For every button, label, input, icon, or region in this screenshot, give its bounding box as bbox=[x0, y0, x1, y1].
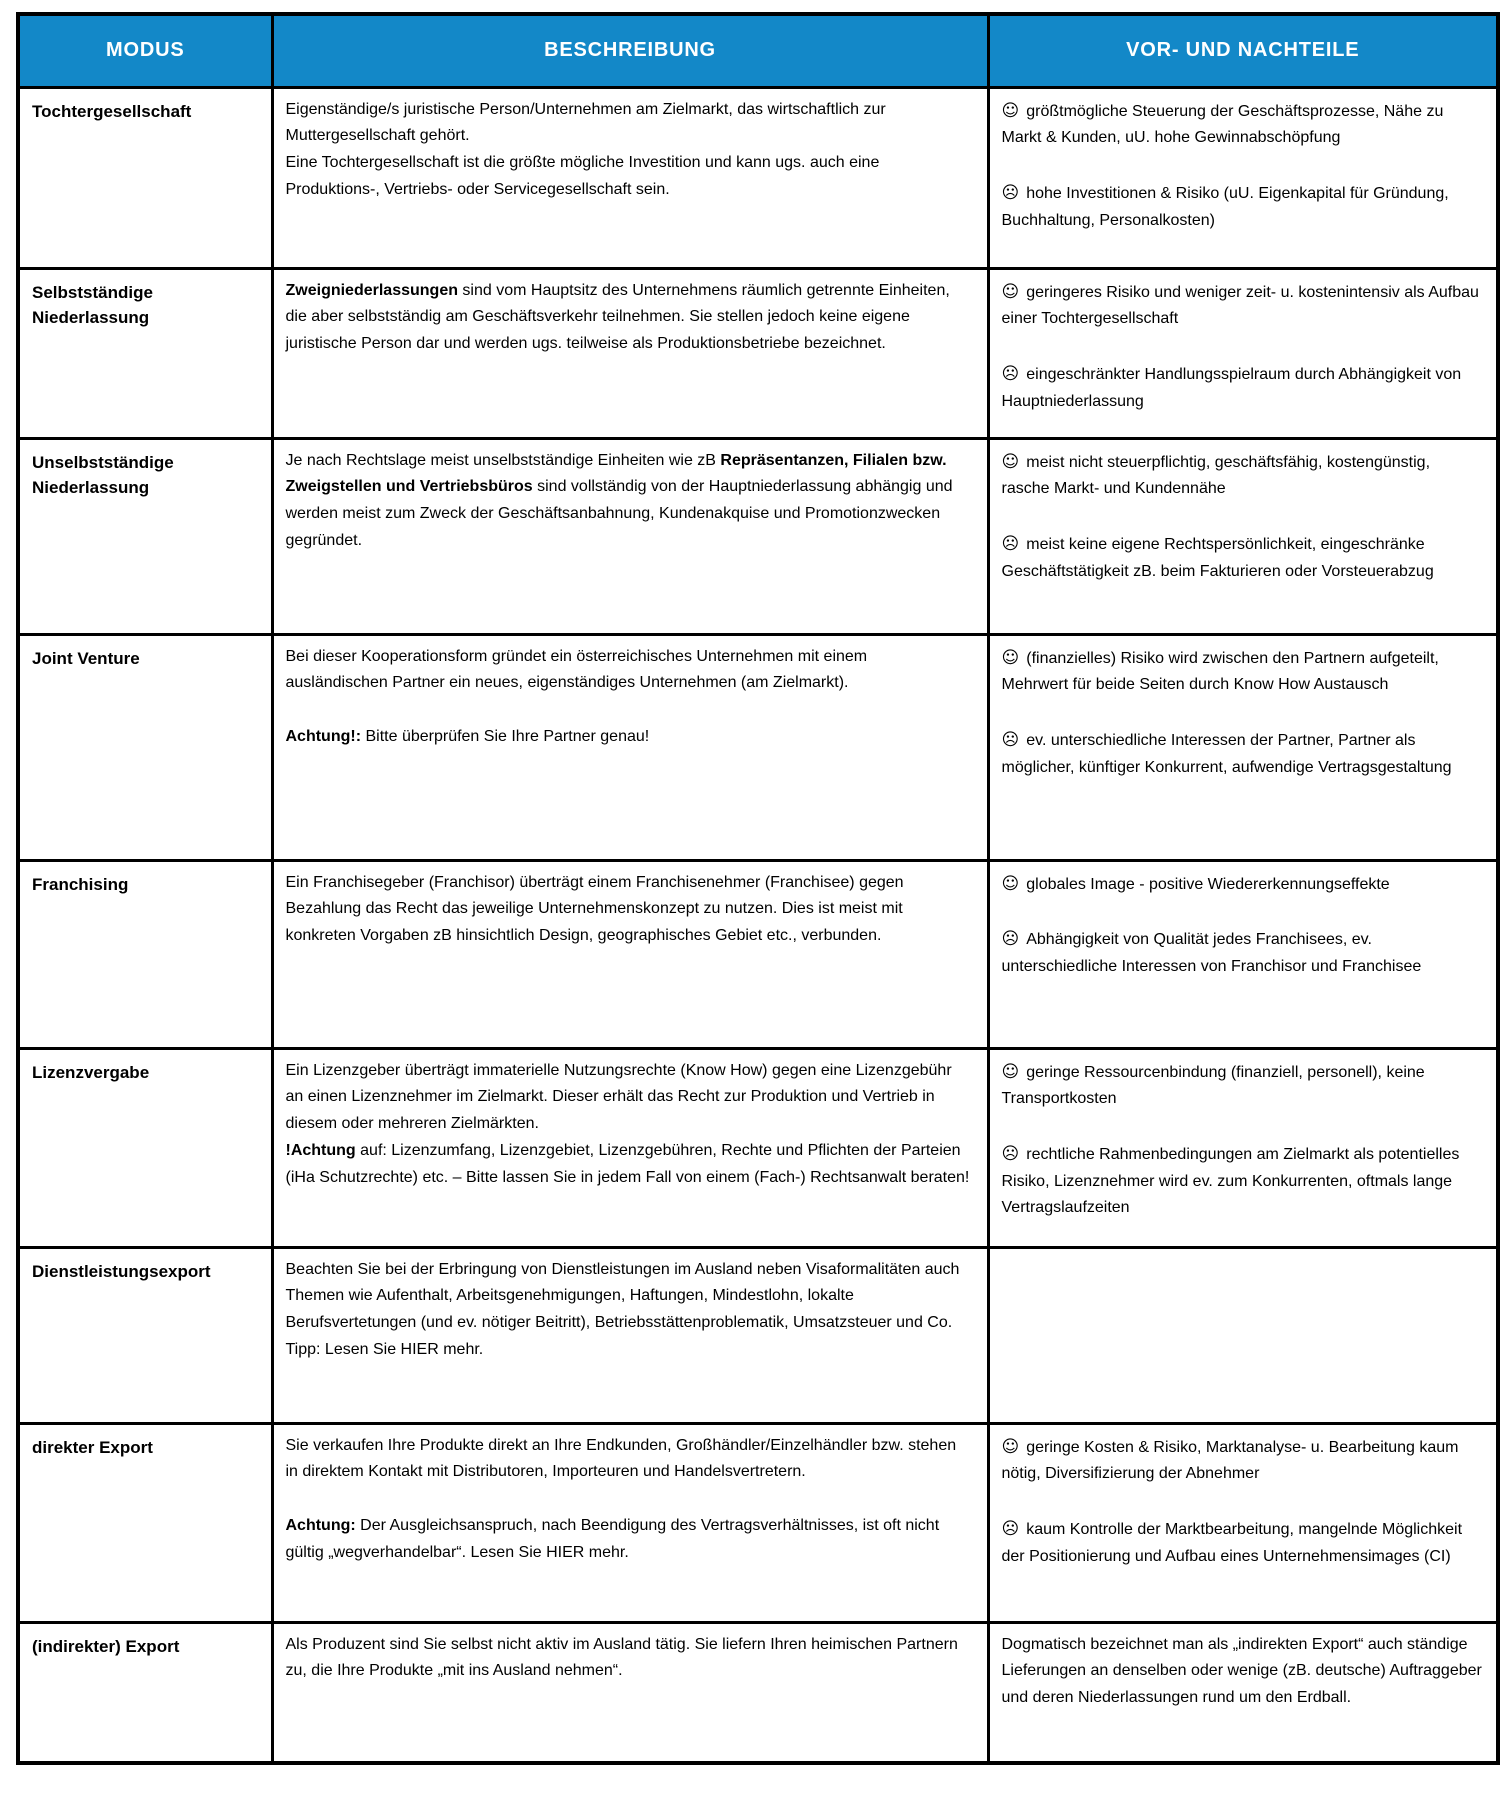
note-text: Dogmatisch bezeichnet man als „indirekten Export“ auch ständige Lieferungen an denselben oder wenige (zB. deutsche) Auftraggeber und deren Niederlassungen rund um den Erdball. bbox=[1001, 1635, 1482, 1707]
description-text: Eigenständige/s juristische Person/Unternehmen am Zielmarkt, das wirtschaftlich zur Muttergesellschaft gehört. bbox=[285, 100, 886, 145]
warning-text: Achtung!: Bitte überprüfen Sie Ihre Partner genau! bbox=[285, 727, 650, 745]
pros-cons-cell bbox=[988, 860, 1498, 1048]
description-text: Je nach Rechtslage meist unselbstständige Einheiten wie zB Repräsentanzen, Filialen bzw. Zweigstellen und Vertriebsbüros sind vollständig von der Hauptniederlassung abhängig und werden meist zum Zweck der Geschäftsanbahnung, Kundenakquise und Promotionzwecken gegründet. bbox=[285, 451, 953, 550]
description-text: Bei dieser Kooperationsform gründet ein österreichisches Unternehmen mit einem ausländischen Partner ein neues, eigenständiges Unternehmen (am Zielmarkt). bbox=[285, 647, 868, 692]
header-row bbox=[18, 14, 1498, 87]
table-row bbox=[18, 268, 1498, 438]
smiley-happy-icon: ☺ bbox=[1001, 1061, 1020, 1082]
disadvantage-text: ☹ Abhängigkeit von Qualität jedes Franchisees, ev. unterschiedliche Interessen von Franchisor und Franchisee bbox=[1002, 925, 1483, 981]
description-cell bbox=[272, 1247, 988, 1423]
disadvantage-text: ☹ meist keine eigene Rechtspersönlichkeit, eingeschränke Geschäftstätigkeit zB. beim Fakturieren oder Vorsteuerabzug bbox=[1002, 530, 1483, 586]
pros-cons-cell bbox=[988, 268, 1498, 438]
disadvantage-text: ☹ ev. unterschiedliche Interessen der Partner, Partner als möglicher, künftiger Konkurrent, aufwendige Vertragsgestaltung bbox=[1002, 726, 1483, 782]
description-text: Eine Tochtergesellschaft ist die größte mögliche Investition und kann ugs. auch eine Produktions-, Vertriebs- oder Servicegesellschaft sein. bbox=[285, 154, 880, 199]
pros-cons-cell bbox=[988, 634, 1498, 860]
modus-cell: Franchising bbox=[18, 860, 272, 1048]
smiley-sad-icon: ☹ bbox=[1001, 182, 1020, 203]
pros-cons-cell bbox=[988, 1247, 1498, 1423]
disadvantage-text: ☹ hohe Investitionen & Risiko (uU. Eigenkapital für Gründung, Buchhaltung, Personalkosten) bbox=[1002, 179, 1483, 235]
header-modus: MODUS bbox=[18, 14, 272, 87]
smiley-sad-icon: ☹ bbox=[1001, 363, 1020, 384]
description-text: Als Produzent sind Sie selbst nicht aktiv im Ausland tätig. Sie liefern Ihren heimischen Partnern zu, die Ihre Produkte „mit ins Ausland nehmen“. bbox=[285, 1635, 958, 1680]
pros-cons-cell bbox=[988, 1622, 1498, 1763]
market-entry-modes-table bbox=[16, 12, 1500, 1765]
pros-cons-cell bbox=[988, 1048, 1498, 1247]
header-vor-und-nachteile: VOR- UND NACHTEILE bbox=[988, 14, 1498, 87]
modus-cell: Selbstständige Niederlassung bbox=[18, 268, 272, 438]
warning-text: Achtung: Der Ausgleichsanspruch, nach Beendigung des Vertragsverhältnisses, ist oft nicht gültig „wegverhandelbar“. Lesen Sie HIER mehr. bbox=[285, 1516, 940, 1561]
advantage-text: ☺ größtmögliche Steuerung der Geschäftsprozesse, Nähe zu Markt & Kunden, uU. hohe Gewinnabschöpfung bbox=[1002, 97, 1483, 153]
smiley-happy-icon: ☺ bbox=[1001, 873, 1020, 894]
hier-link[interactable]: HIER bbox=[546, 1543, 585, 1561]
pros-cons-cell bbox=[988, 87, 1498, 268]
advantage-text: ☺ geringe Kosten & Risiko, Marktanalyse- u. Bearbeitung kaum nötig, Diversifizierung der Abnehmer bbox=[1002, 1433, 1483, 1489]
smiley-happy-icon: ☺ bbox=[1001, 281, 1020, 302]
description-cell bbox=[272, 1622, 988, 1763]
disadvantage-text: ☹ eingeschränkter Handlungsspielraum durch Abhängigkeit von Hauptniederlassung bbox=[1002, 360, 1483, 416]
description-text: Beachten Sie bei der Erbringung von Dienstleistungen im Ausland neben Visaformalitäten auch Themen wie Aufenthalt, Arbeitsgenehmigungen, Haftungen, Mindestlohn, lokalte Berufsvertetungen (und ev. nötiger Beitritt), Betriebsstättenproblematik, Umsatzsteuer und Co. bbox=[285, 1260, 960, 1332]
smiley-sad-icon: ☹ bbox=[1001, 1518, 1020, 1539]
description-cell bbox=[272, 438, 988, 634]
modus-cell: direkter Export bbox=[18, 1423, 272, 1622]
disadvantage-text: ☹ kaum Kontrolle der Marktbearbeitung, mangelnde Möglichkeit der Positionierung und Aufbau eines Unternehmensimages (CI) bbox=[1002, 1515, 1483, 1571]
description-text: Sie verkaufen Ihre Produkte direkt an Ihre Endkunden, Großhändler/Einzelhändler bzw. stehen in direktem Kontakt mit Distributoren, Importeuren und Handelsvertretern. bbox=[285, 1436, 957, 1481]
description-text: Ein Lizenzgeber überträgt immaterielle Nutzungsrechte (Know How) gegen eine Lizenzgebühr an einen Lizenznehmer im Zielmarkt. Dieser erhält das Recht zur Produktion und Vertrieb in diesem oder mehreren Zielmärkten. bbox=[285, 1061, 952, 1133]
modus-cell: Joint Venture bbox=[18, 634, 272, 860]
description-cell bbox=[272, 1423, 988, 1622]
table-row bbox=[18, 87, 1498, 268]
smiley-sad-icon: ☹ bbox=[1001, 729, 1020, 750]
header-beschreibung: BESCHREIBUNG bbox=[272, 14, 988, 87]
advantage-text: ☺ globales Image - positive Wiedererkennungseffekte bbox=[1002, 870, 1483, 899]
modus-cell: Unselbstständige Niederlassung bbox=[18, 438, 272, 634]
advantage-text: ☺ geringe Ressourcenbindung (finanziell, personell), keine Transportkosten bbox=[1002, 1058, 1483, 1114]
modus-cell: Lizenzvergabe bbox=[18, 1048, 272, 1247]
advantage-text: ☺ geringeres Risiko und weniger zeit- u. kostenintensiv als Aufbau einer Tochtergesellschaft bbox=[1002, 278, 1483, 334]
advantage-text: ☺ (finanzielles) Risiko wird zwischen den Partnern aufgeteilt, Mehrwert für beide Seiten durch Know How Austausch bbox=[1002, 644, 1483, 700]
smiley-sad-icon: ☹ bbox=[1001, 1143, 1020, 1164]
smiley-happy-icon: ☺ bbox=[1001, 100, 1020, 121]
table-row bbox=[18, 438, 1498, 634]
description-text: Zweigniederlassungen sind vom Hauptsitz des Unternehmens räumlich getrennte Einheiten, die aber selbstständig am Geschäftsverkehr teilnehmen. Sie stellen jedoch keine eigene juristische Person dar und werden ugs. teilweise als Produktionsbetriebe bezeichnet. bbox=[285, 281, 950, 353]
modus-cell: Tochtergesellschaft bbox=[18, 87, 272, 268]
description-cell bbox=[272, 1048, 988, 1247]
table-row bbox=[18, 860, 1498, 1048]
table-row bbox=[18, 1048, 1498, 1247]
description-cell bbox=[272, 268, 988, 438]
tip-text: Tipp: Lesen Sie HIER mehr. bbox=[285, 1341, 484, 1359]
table-row bbox=[18, 1423, 1498, 1622]
pros-cons-cell bbox=[988, 438, 1498, 634]
modus-cell: (indirekter) Export bbox=[18, 1622, 272, 1763]
advantage-text: ☺ meist nicht steuerpflichtig, geschäftsfähig, kostengünstig, rasche Markt- und Kundennähe bbox=[1002, 448, 1483, 504]
smiley-happy-icon: ☺ bbox=[1001, 451, 1020, 472]
description-cell bbox=[272, 634, 988, 860]
smiley-sad-icon: ☹ bbox=[1001, 928, 1020, 949]
pros-cons-cell bbox=[988, 1423, 1498, 1622]
market-entry-table-container bbox=[16, 12, 1500, 1765]
warning-text: !Achtung auf: Lizenzumfang, Lizenzgebiet, Lizenzgebühren, Rechte und Pflichten der Parteien (iHa Schutzrechte) etc. – Bitte lassen Sie in jedem Fall von einem (Fach-) Rechtsanwalt beraten! bbox=[285, 1142, 970, 1186]
table-row bbox=[18, 1622, 1498, 1763]
smiley-happy-icon: ☺ bbox=[1001, 1436, 1020, 1457]
disadvantage-text: ☹ rechtliche Rahmenbedingungen am Zielmarkt als potentielles Risiko, Lizenznehmer wird ev. zum Konkurrenten, oftmals lange Vertragslaufzeiten bbox=[1002, 1140, 1483, 1223]
description-text: Ein Franchisegeber (Franchisor) überträgt einem Franchisenehmer (Franchisee) gegen Bezahlung das Recht das jeweilige Unternehmenskonzept zu nutzen. Dies ist meist mit konkreten Vorgaben zB hinsichtlich Design, geographisches Gebiet etc., verbunden. bbox=[285, 873, 904, 945]
description-cell bbox=[272, 860, 988, 1048]
table-row bbox=[18, 1247, 1498, 1423]
modus-cell: Dienstleistungsexport bbox=[18, 1247, 272, 1423]
smiley-sad-icon: ☹ bbox=[1001, 533, 1020, 554]
description-cell bbox=[272, 87, 988, 268]
smiley-happy-icon: ☺ bbox=[1001, 647, 1020, 668]
hier-link[interactable]: HIER bbox=[400, 1341, 439, 1359]
table-row bbox=[18, 634, 1498, 860]
